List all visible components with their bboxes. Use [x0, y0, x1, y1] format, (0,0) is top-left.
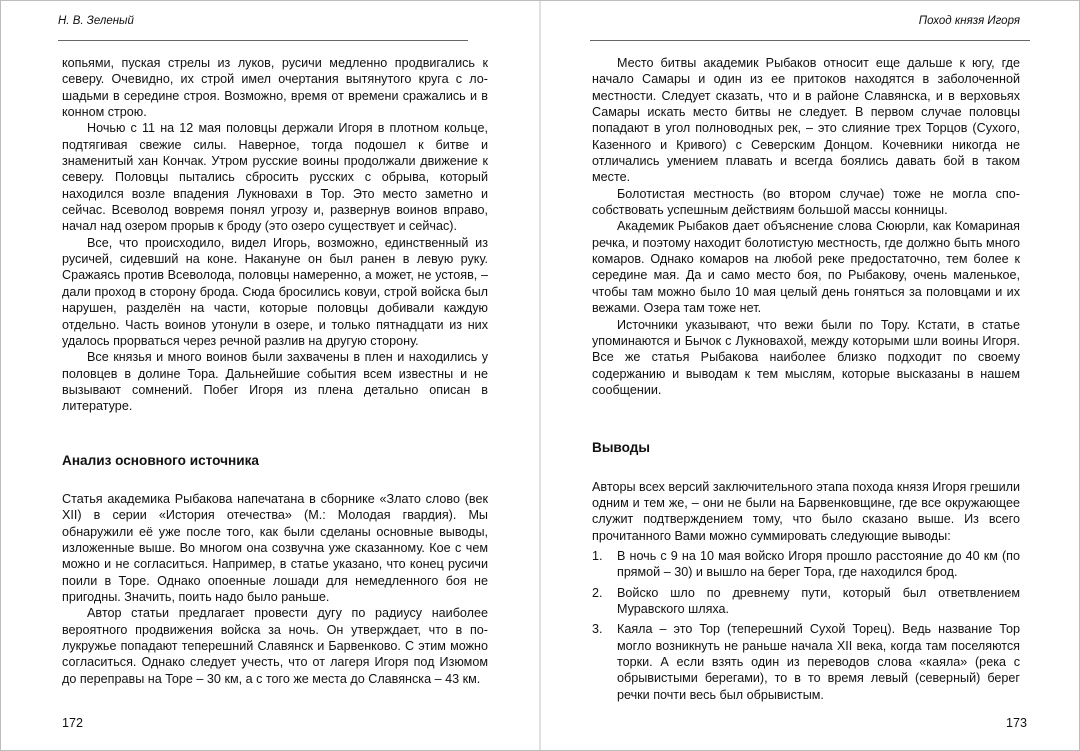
right-page-number: 173: [1006, 716, 1028, 730]
paragraph: Источники указывают, что вежи были по Тору. Кстати, в статье упоминаются и Бычок с Лукновахой, между которыми шли воины Игоря. Все же статья Рыбакова наиболее близко подходит по своему содержанию и выводам к тем мыслям, которые высказаны в нашем сообщении.: [592, 317, 1020, 397]
list-item-number: 1.: [592, 548, 603, 563]
list-item: [592, 548, 1020, 581]
list-item: [592, 585, 1020, 618]
left-page-body: [62, 55, 488, 687]
list-item: [592, 621, 1020, 703]
section-heading: Выводы: [592, 440, 650, 456]
left-page: [58, 0, 488, 751]
paragraph: Авторы всех версий заключительного этапа похода князя Игоря грешили одним и тем же, – они не были на Барвенковщине, где все окружающее служит подтверждением тому, что было сказано выше. Из всего прочитанного Вами можно суммировать следующие выводы:: [592, 479, 1020, 543]
paragraph: Все князья и много воинов были захвачены в плен и находились у половцев в долине Тора. Дальнейшие события всем известны и не вызывают сомнений. Побег Игоря из плена детально описан в литературе.: [62, 350, 488, 414]
paragraph: Автор статьи предлагает провести дугу по радиусу наиболее вероятного продвижения войска за ночь. Он утверждает, что в полукружье попадают теперешний Славянск и Барвенково. С этим можно согласиться. Однако следует учесть, что от лагеря Игоря под Изюмом до переправы на Торе – 30 км, а с того же места до Славянска – 43 км.: [62, 606, 488, 686]
paragraph: Болотистая местность (во втором случае) тоже не могла способствовать успешным действиям большой массы конницы.: [592, 186, 1020, 218]
paragraph: Ночью с 11 на 12 мая половцы держали Игоря в плотном кольце, подтягивая свежие силы. Наверное, тогда подошел к битве и знаменитый хан Кончак. Утром русские воины продолжали движение к северу. Половцы пытались сбросить русских с обрыва, который находился возле впадения Лукновахи в Тор. Это место заметно и сейчас. Всеволод вовремя понял угрозу и, развернув воинов вправо, начал над озером прорыв к броду (это озеро существует и сейчас).: [62, 121, 488, 234]
right-header-rule: [590, 40, 1030, 41]
list-item-text: Войско шло по древнему пути, который был ответвлением Муравского шляха.: [617, 585, 1020, 616]
section-heading: Анализ основного источника: [62, 452, 259, 468]
paragraph: копьями, пуская стрелы из луков, русичи медленно продвигались к северу. Очевидно, их строй имел очертания вытянутого круга с лошадьми в середине строя. Возможно, время от времени сражались и в конном строю.: [62, 56, 488, 120]
left-page-number: 172: [62, 716, 84, 730]
list-item-number: 3.: [592, 622, 603, 637]
paragraph: Место битвы академик Рыбаков относит еще дальше к югу, где начало Самары и один из ее притоков находятся в заболоченной местности. Следует сказать, что и в районе Славянска, и в верховьях Самары искать место битвы не следует. В первом случае половцы попадают в угол полноводных рек, – это слияние трех Торцов (Сухого, Казенного и Кривого) с Северским Донцом. Кочевники никогда не отличались умением плавать и всегда боялись давать бой в таком месте.: [592, 56, 1020, 185]
paragraph: Все, что происходило, видел Игорь, возможно, единственный из русичей, сидевший на коне. Накануне он был ранен в левую руку. Сражаясь против Всеволода, половцы намеренно, а может, не устояв, – дали проход в сторону брода. Сюда бросились ковуи, строй войска был нарушен, разделён на части, которые половцы добивали каждую отдельно. Часть воинов утонули в озере, и только пятнадцати из них удалось прорваться через речной разлив на другую сторону.: [62, 235, 488, 348]
list-item-text: Каяла – это Тор (теперешний Сухой Торец). Ведь название Тор могло возникнуть не раньше начала XII века, когда там поселяются торки. А если взять один из переводов слова «каяла» (река с обрывистыми берегами), то в то время левый (северный) берег речки почти весь был обрывистым.: [617, 622, 1020, 702]
paragraph: Статья академика Рыбакова напечатана в сборнике «Злато слово (век XII) в серии «История отечества» (М.: Молодая гвардия). Мы обнаружили её уже после того, как были сделаны основные выводы, изложенные выше. Во многом она созвучна уже сказанному. Кое с чем можно и не согласиться. Например, в статье указано, что конец русичи поили в Торе. Однако опоенные лошади для немедленного боя не пригодны. Значить, поить надо было раньше.: [62, 491, 488, 604]
right-page: [590, 0, 1028, 751]
page-gutter: [539, 0, 541, 751]
paragraph: Академик Рыбаков дает объяснение слова Сююрли, как Комариная речка, и поэтому находит болотистую местность, где должно быть много комаров. Однако комаров на любой реке предостаточно, тем более к середине мая. Да и само место боя, по Рыбакову, очень маленькое, чтобы там можно было 10 мая целый день гоняться за половцами и их вежами. Озера там тоже нет.: [592, 219, 1020, 316]
list-item-number: 2.: [592, 585, 603, 600]
left-header-rule: [58, 40, 468, 41]
left-running-head: Н. В. Зеленый: [58, 15, 134, 27]
list-item-text: В ночь с 9 на 10 мая войско Игоря прошло расстояние до 40 км (по прямой – 30) и вышло на берег Тора, где находился брод.: [617, 548, 1020, 580]
conclusions-list: [592, 548, 1020, 703]
right-running-head: Поход князя Игоря: [918, 15, 1020, 27]
right-page-body: [592, 55, 1020, 707]
